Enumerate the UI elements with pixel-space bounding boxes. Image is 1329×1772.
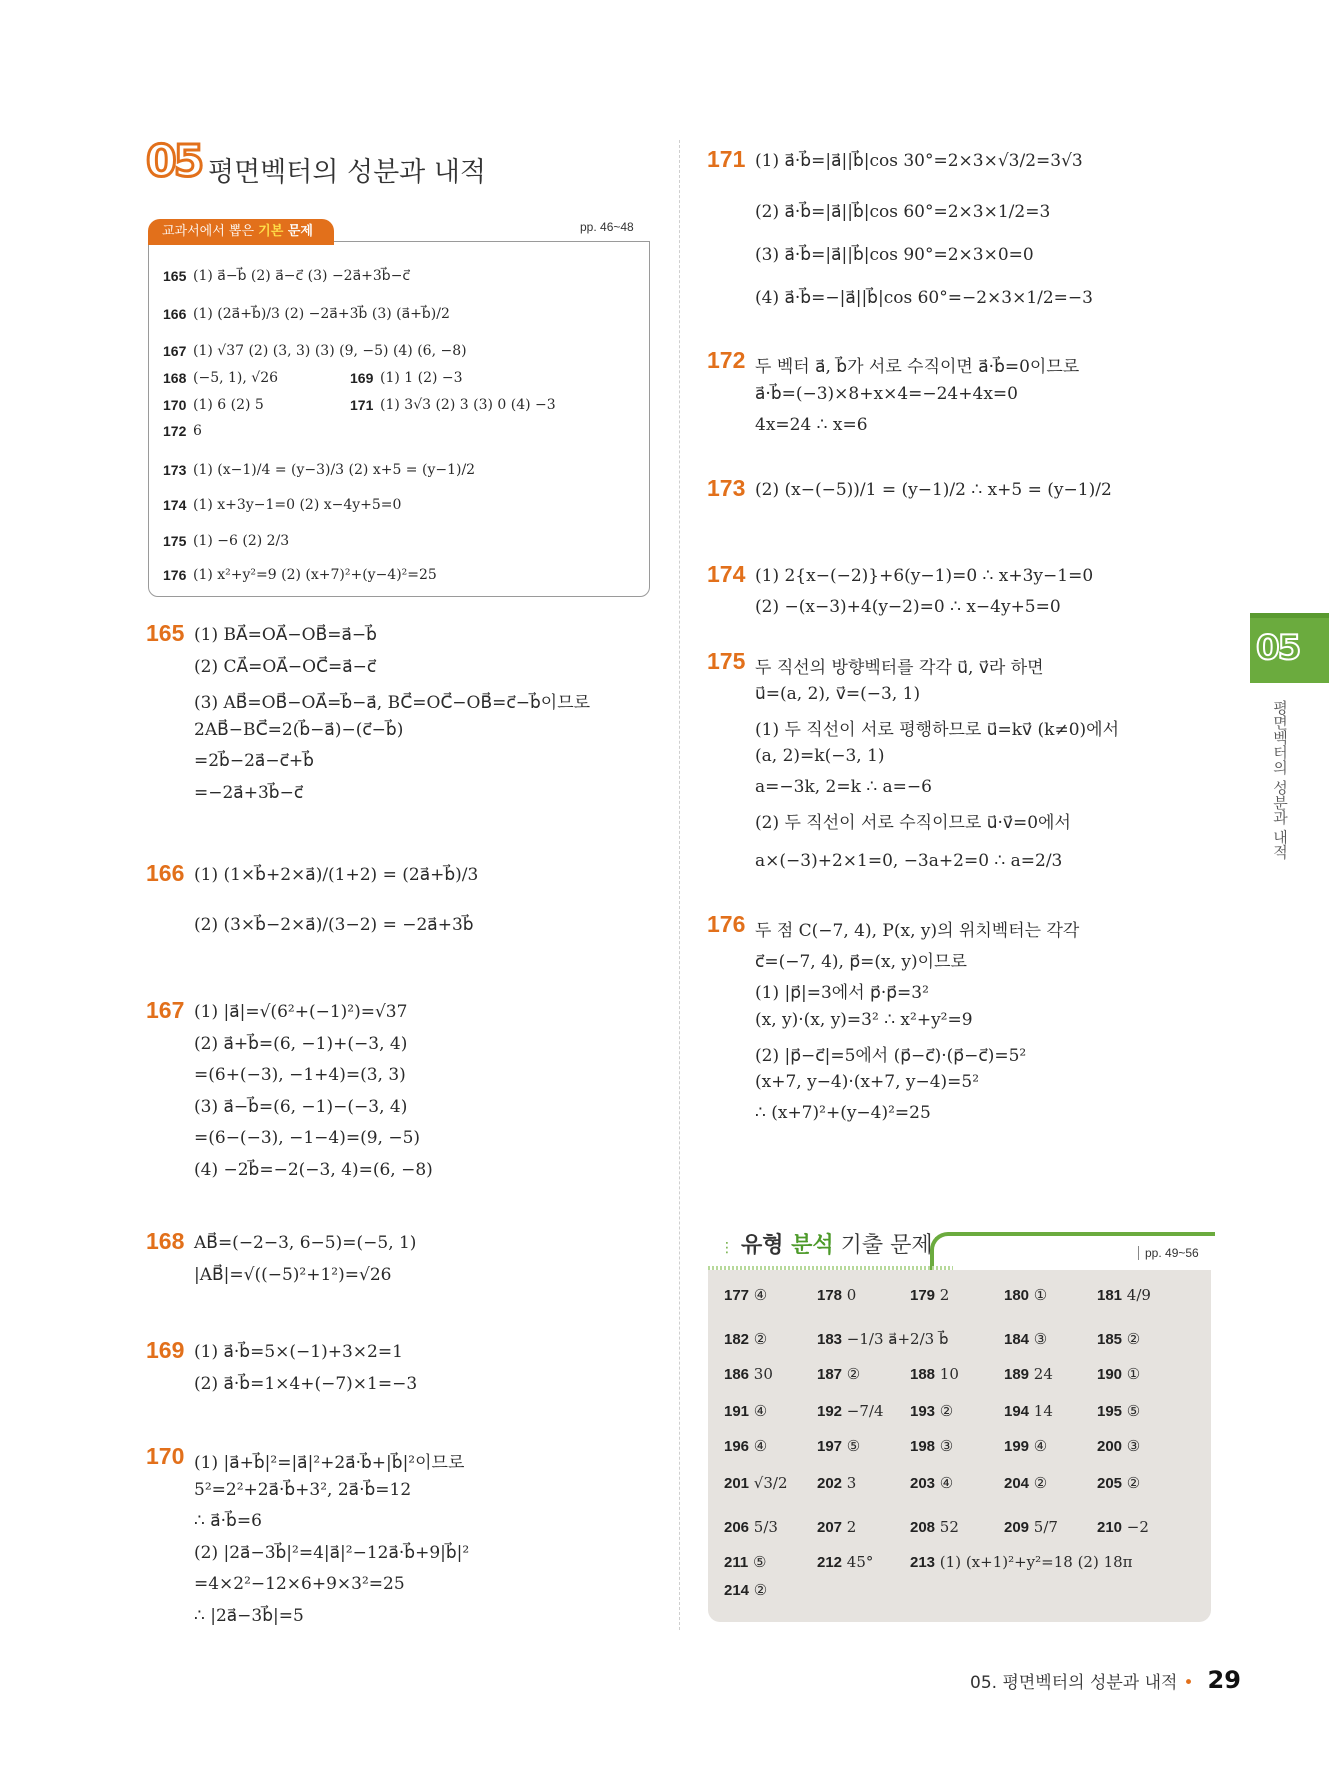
type-answer-number: 189 [1004,1366,1030,1383]
type-answer-value: 2 [842,1518,857,1536]
type-answer-value: 3 [842,1474,857,1492]
type-page-range: pp. 49~56 [1138,1246,1199,1260]
type-answer-number: 213 [910,1554,936,1571]
type-answer-value: ③ [935,1437,954,1455]
type-answer-value: ④ [749,1286,768,1304]
type-answer-value: −2 [1122,1518,1149,1536]
solution-number: 175 [707,648,746,674]
solution-line: (1) 두 직선이 서로 평행하므로 u⃗=kv⃗ (k≠0)에서 [755,720,1119,740]
type-answer [817,1402,884,1420]
type-answer-number: 212 [817,1554,843,1571]
type-answer-number: 181 [1097,1287,1123,1304]
side-tab-text: 평면벡터의 성분과 내적 [1271,700,1289,860]
type-answer-number: 209 [1004,1519,1030,1536]
type-answer [1097,1518,1149,1536]
solution-line: =−2a⃗+3b⃗−c⃗ [194,782,304,803]
solution-line: (2) −(x−3)+4(y−2)=0 ∴ x−4y+5=0 [755,597,1061,617]
type-answer-number: 178 [817,1287,843,1304]
type-title-suffix: 기출 문제 [833,1233,933,1258]
column-divider [679,140,680,1630]
type-answer-value: 14 [1029,1402,1053,1420]
basic-tab-post: 문제 [283,224,313,239]
solution-line: (2) 두 직선이 서로 수직이므로 u⃗·v⃗=0에서 [755,813,1071,833]
type-answer-value: ④ [935,1474,954,1492]
type-answer-value: ② [1122,1330,1141,1348]
type-answer [817,1437,860,1455]
type-answer-number: 202 [817,1475,843,1492]
type-answer-number: 205 [1097,1475,1123,1492]
type-answer [910,1553,1133,1571]
basic-answer-number: 171 [350,397,374,413]
type-answer [724,1581,767,1599]
solution-line: 5²=2²+2a⃗·b⃗+3², 2a⃗·b⃗=12 [194,1479,412,1500]
solution-line: ∴ |2a⃗−3b⃗|=5 [194,1605,304,1626]
solution-number: 170 [146,1443,185,1469]
type-answer [724,1330,767,1348]
solution-line: (1) |p⃗|=3에서 p⃗·p⃗=3² [755,983,929,1003]
type-answer-value: √3/2 [749,1474,788,1492]
type-answer-value: 5/3 [749,1518,778,1536]
type-answer-value: ③ [1122,1437,1141,1455]
type-answer-value: ② [842,1365,861,1383]
solution-line: (2) |p⃗−c⃗|=5에서 (p⃗−c⃗)·(p⃗−c⃗)=5² [755,1046,1027,1066]
basic-answer-number: 172 [163,423,187,439]
type-answer-value: ② [1029,1474,1048,1492]
type-answer-number: 198 [910,1438,936,1455]
type-answer-value: 45° [842,1553,874,1571]
type-answer [1004,1518,1058,1536]
type-answer [817,1286,856,1304]
page-footer [970,1666,1241,1694]
type-answer [724,1286,767,1304]
solution-line: 두 점 C(−7, 4), P(x, y)의 위치벡터는 각각 [755,921,1080,941]
basic-answer-number: 170 [163,397,187,413]
side-tab-number: 05 [1256,628,1300,668]
basic-answer-number: 174 [163,497,187,513]
solution-line: (x+7, y−4)·(x+7, y−4)=5² [755,1072,980,1092]
type-answer-number: 204 [1004,1475,1030,1492]
solution-number: 166 [146,860,185,886]
type-answer-value: 0 [842,1286,857,1304]
type-answer [1097,1330,1140,1348]
solution-line: (1) BA⃗=OA⃗−OB⃗=a⃗−b⃗ [194,625,377,645]
basic-answer-text: (1) −6 (2) 2/3 [193,533,290,549]
type-answer [724,1518,778,1536]
solution-line: =(6−(−3), −1−4)=(9, −5) [194,1128,421,1148]
type-answer [817,1553,873,1571]
solution-line: (1) (1×b⃗+2×a⃗)/(1+2) = (2a⃗+b⃗)/3 [194,865,479,885]
type-answer [1097,1437,1140,1455]
type-answer-value: 5/7 [1029,1518,1058,1536]
basic-answer-number: 176 [163,567,187,583]
solution-line: =2b⃗−2a⃗−c⃗+b⃗ [194,751,314,771]
type-answer-value: ⑤ [1122,1402,1141,1420]
type-answer [910,1437,953,1455]
basic-answer-number: 173 [163,462,187,478]
solution-line: ∴ a⃗·b⃗=6 [194,1511,262,1531]
type-answer-number: 197 [817,1438,843,1455]
solution-number: 167 [146,997,185,1023]
solution-line: ∴ (x+7)²+(y−4)²=25 [755,1103,931,1123]
type-header-dots [708,1266,953,1270]
type-answer-number: 180 [1004,1287,1030,1304]
basic-answer-text: (1) x²+y²=9 (2) (x+7)²+(y−4)²=25 [193,567,437,583]
type-answer [910,1286,949,1304]
type-answer-value: 52 [935,1518,959,1536]
type-answer [1097,1474,1140,1492]
type-answer-number: 191 [724,1403,750,1420]
solution-line: (2) |2a⃗−3b⃗|²=4|a⃗|²−12a⃗·b⃗+9|b⃗|² [194,1542,470,1563]
solution-line: (1) |a⃗|=√(6²+(−1)²)=√37 [194,1002,408,1022]
solution-line: (1) a⃗·b⃗=|a⃗||b⃗|cos 30°=2×3×√3/2=3√3 [755,151,1083,171]
type-answer-value: ③ [1029,1330,1048,1348]
type-answer-number: 190 [1097,1366,1123,1383]
solution-line: 두 벡터 a⃗, b⃗가 서로 수직이면 a⃗·b⃗=0이므로 [755,357,1080,377]
type-answer [1097,1402,1140,1420]
basic-answer-text: (1) √37 (2) (3, 3) (3) (9, −5) (4) (6, −8) [193,343,467,359]
type-answer-number: 199 [1004,1438,1030,1455]
solution-line: (3) a⃗·b⃗=|a⃗||b⃗|cos 90°=2×3×0=0 [755,245,1034,265]
solution-line: 두 직선의 방향벡터를 각각 u⃗, v⃗라 하면 [755,658,1044,678]
solution-line: |AB⃗|=√((−5)²+1²)=√26 [194,1264,392,1285]
type-answer [1004,1474,1047,1492]
basic-answer-number: 169 [350,370,374,386]
page-number: 29 [1207,1666,1241,1694]
chapter-title: 평면벡터의 성분과 내적 [208,157,486,188]
solution-number: 171 [707,146,746,172]
solution-number: 174 [707,561,746,587]
type-answer [1004,1365,1053,1383]
solution-line: (1) a⃗·b⃗=5×(−1)+3×2=1 [194,1342,403,1362]
type-answer [1004,1286,1047,1304]
type-answer [724,1553,766,1571]
type-answer [724,1402,767,1420]
type-answer-number: 187 [817,1366,843,1383]
solution-line: (a, 2)=k(−3, 1) [755,746,885,766]
solution-line: (x, y)·(x, y)=3² ∴ x²+y²=9 [755,1010,973,1030]
type-answer-value: −7/4 [842,1402,884,1420]
type-answer-number: 206 [724,1519,750,1536]
type-answer-number: 188 [910,1366,936,1383]
solution-line: (2) a⃗·b⃗=|a⃗||b⃗|cos 60°=2×3×1/2=3 [755,202,1051,222]
type-answer-number: 182 [724,1331,750,1348]
basic-tab-highlight: 기본 [258,224,284,239]
type-answer-value: 2 [935,1286,950,1304]
type-answer-value: ⑤ [842,1437,861,1455]
type-answer-number: 203 [910,1475,936,1492]
type-answer-number: 208 [910,1519,936,1536]
type-answer [724,1365,773,1383]
solution-line: u⃗=(a, 2), v⃗=(−3, 1) [755,684,921,704]
type-answer-value: ② [935,1402,954,1420]
type-answer-number: 214 [724,1582,750,1599]
type-answer-value: 4/9 [1122,1286,1151,1304]
type-answer-number: 195 [1097,1403,1123,1420]
basic-answer-text: (1) x+3y−1=0 (2) x−4y+5=0 [193,497,402,513]
type-answer [817,1474,856,1492]
solution-line: (4) a⃗·b⃗=−|a⃗||b⃗|cos 60°=−2×3×1/2=−3 [755,288,1093,308]
type-answer-value: −1/3 a⃗+2/3 b⃗ [842,1330,949,1348]
solution-number: 173 [707,475,746,501]
basic-answer-number: 175 [163,533,187,549]
basic-answer-number: 168 [163,370,187,386]
basic-answer-number: 165 [163,268,187,284]
type-answer [817,1365,860,1383]
basic-answer-text: (1) (2a⃗+b⃗)/3 (2) −2a⃗+3b⃗ (3) (a⃗+b⃗)/2 [193,306,450,322]
type-answer [910,1474,953,1492]
type-answer [817,1518,856,1536]
basic-tab [148,219,334,245]
type-answer-number: 179 [910,1287,936,1304]
solution-line: =(6+(−3), −1+4)=(3, 3) [194,1065,406,1085]
basic-answer-number: 167 [163,343,187,359]
type-answer-number: 192 [817,1403,843,1420]
footer-chapter: 05. 평면벡터의 성분과 내적 [970,1673,1178,1693]
basic-answer-text: (1) 3√3 (2) 3 (3) 0 (4) −3 [380,397,556,413]
solution-line: AB⃗=(−2−3, 6−5)=(−5, 1) [194,1233,417,1253]
solution-line: 2AB⃗−BC⃗=2(b⃗−a⃗)−(c⃗−b⃗) [194,719,404,740]
type-answer [910,1402,953,1420]
solution-line: a=−3k, 2=k ∴ a=−6 [755,777,932,797]
chapter-number: 05 [146,136,202,187]
type-answer-value: ④ [1029,1437,1048,1455]
type-answer [910,1365,959,1383]
basic-answer-text: (1) (x−1)/4 = (y−3)/3 (2) x+5 = (y−1)/2 [193,462,476,478]
solution-line: a×(−3)+2×1=0, −3a+2=0 ∴ a=2/3 [755,851,1063,871]
type-answer-value: ① [1029,1286,1048,1304]
type-title-prefix: 유형 [741,1233,792,1258]
type-answer-value: ④ [749,1437,768,1455]
type-answer [1004,1437,1047,1455]
solution-number: 169 [146,1337,185,1363]
type-answer [817,1330,948,1348]
solution-line: 4x=24 ∴ x=6 [755,415,868,435]
type-answer-number: 207 [817,1519,843,1536]
solution-line: (2) (x−(−5))/1 = (y−1)/2 ∴ x+5 = (y−1)/2 [755,480,1112,500]
solution-number: 168 [146,1228,185,1254]
basic-tab-pre: 교과서에서 뽑은 [162,224,259,239]
basic-answer-text: (1) a⃗−b⃗ (2) a⃗−c⃗ (3) −2a⃗+3b⃗−c⃗ [193,268,411,284]
type-answer-value: ② [1122,1474,1141,1492]
type-answer-value: ④ [749,1402,768,1420]
type-answer [910,1518,959,1536]
solution-line: (2) a⃗·b⃗=1×4+(−7)×1=−3 [194,1373,418,1394]
type-answer-number: 177 [724,1287,750,1304]
type-answer [1097,1286,1151,1304]
type-answer-value: ① [1122,1365,1141,1383]
basic-answer-number: 166 [163,306,187,322]
type-answer-number: 211 [724,1554,749,1571]
type-answer [724,1474,788,1492]
type-answer-value: 10 [935,1365,959,1383]
solution-number: 165 [146,620,185,646]
type-answer-value: ⑤ [748,1553,767,1571]
basic-page-range: pp. 46~48 [580,220,634,234]
solution-number: 172 [707,347,746,373]
basic-answer-text: (1) 6 (2) 5 [193,397,264,413]
solution-number: 176 [707,911,746,937]
solution-line: =4×2²−12×6+9×3²=25 [194,1574,405,1594]
solution-line: (1) 2{x−(−2)}+6(y−1)=0 ∴ x+3y−1=0 [755,566,1094,586]
type-answer [1097,1365,1140,1383]
solution-line: (4) −2b⃗=−2(−3, 4)=(6, −8) [194,1159,433,1180]
type-answer-number: 184 [1004,1331,1030,1348]
type-answer [724,1437,767,1455]
solution-line: (3) AB⃗=OB⃗−OA⃗=b⃗−a⃗, BC⃗=OC⃗−OB⃗=c⃗−b⃗이므로 [194,693,591,713]
bullet-icon: ⋮ [720,1240,734,1256]
type-answer-value: ② [749,1330,768,1348]
solution-line: c⃗=(−7, 4), p⃗=(x, y)이므로 [755,952,967,972]
basic-answer-text: (−5, 1), √26 [193,370,279,386]
type-answer-number: 210 [1097,1519,1123,1536]
type-answer-number: 186 [724,1366,750,1383]
type-answer-number: 194 [1004,1403,1030,1420]
solution-line: (2) CA⃗=OA⃗−OC⃗=a⃗−c⃗ [194,656,377,677]
type-answer-value: ② [749,1581,768,1599]
type-answer-number: 193 [910,1403,936,1420]
solution-line: (1) |a⃗+b⃗|²=|a⃗|²+2a⃗·b⃗+|b⃗|²이므로 [194,1453,465,1473]
type-answer-number: 185 [1097,1331,1123,1348]
basic-answer-text: (1) 1 (2) −3 [380,370,463,386]
type-answer [1004,1402,1053,1420]
type-answer-number: 200 [1097,1438,1123,1455]
footer-dot-icon: • [1183,1673,1194,1693]
type-answer-value: 24 [1029,1365,1053,1383]
type-answer [1004,1330,1047,1348]
solution-line: (2) a⃗+b⃗=(6, −1)+(−3, 4) [194,1033,408,1054]
type-answer-number: 183 [817,1331,843,1348]
solution-line: (3) a⃗−b⃗=(6, −1)−(−3, 4) [194,1096,408,1117]
type-title-highlight: 분석 [791,1233,834,1258]
solution-line: (2) (3×b⃗−2×a⃗)/(3−2) = −2a⃗+3b⃗ [194,915,474,935]
solution-line: a⃗·b⃗=(−3)×8+x×4=−24+4x=0 [755,384,1018,404]
type-title [720,1228,933,1259]
type-answer-value: 30 [749,1365,773,1383]
basic-answer-text: 6 [193,423,202,439]
type-answer-number: 201 [724,1475,750,1492]
type-answer-value: (1) (x+1)²+y²=18 (2) 18π [935,1553,1133,1571]
side-tab-top [1250,613,1329,618]
type-answer-number: 196 [724,1438,750,1455]
